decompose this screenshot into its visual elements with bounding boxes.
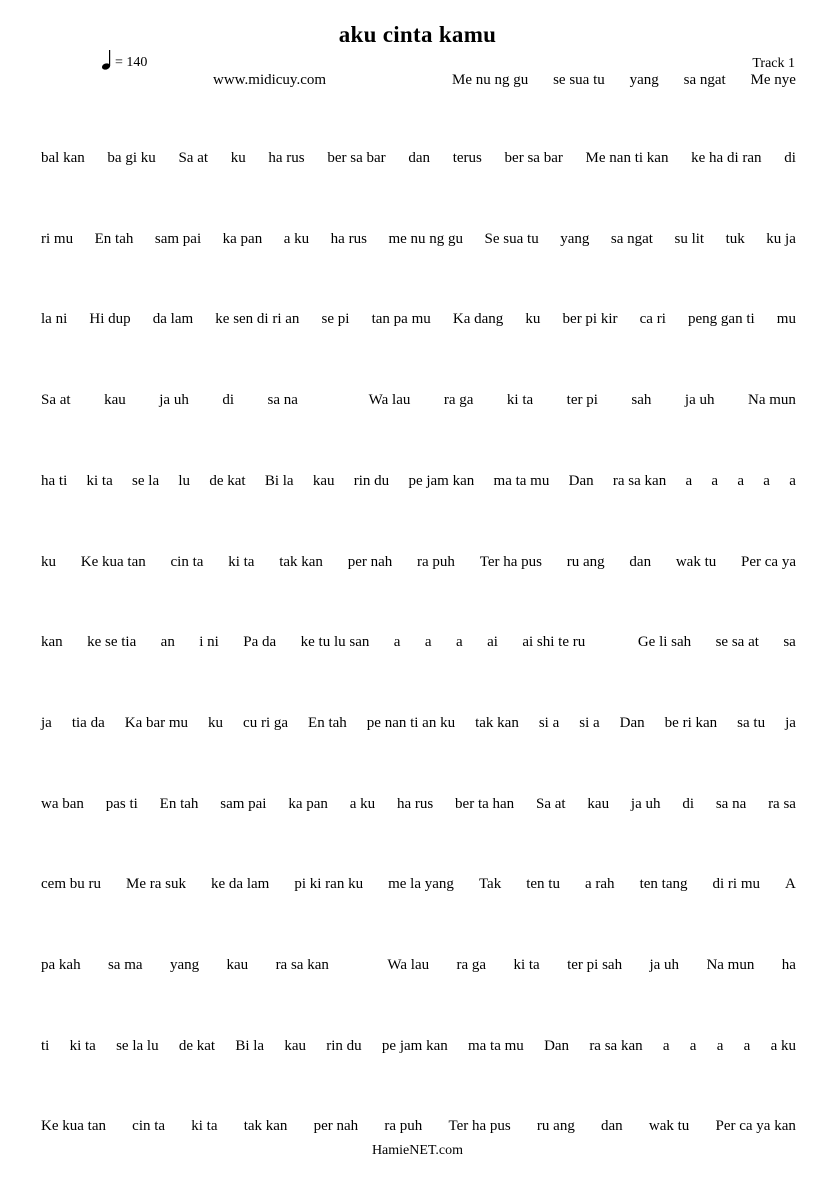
lyric-word: ke ha di ran [691, 150, 762, 166]
lyric-word: a [424, 634, 432, 651]
lyric-word: yang [560, 230, 590, 247]
lyric-word: ja uh [649, 957, 680, 973]
lyric-word: Per ca ya [741, 553, 796, 570]
lyric-word: En tah [308, 714, 347, 731]
lyric-word: ki ta [86, 472, 113, 489]
lyric-word: Dan [619, 714, 645, 731]
lyric-word: ru ang [536, 1118, 575, 1135]
lyric-word: ai shi te ru [522, 634, 586, 651]
lyric-word: sa tu [737, 714, 766, 731]
lyric-word: Ter ha pus [479, 553, 542, 570]
lyric-line [41, 554, 796, 571]
lyric-line [41, 311, 796, 328]
lyric-word: ra ga [456, 957, 487, 973]
lyric-word: a [763, 472, 770, 489]
lyric-rest [610, 634, 614, 651]
lyric-word: kau [284, 1037, 306, 1054]
lyric-word: tak kan [243, 1118, 288, 1135]
lyric-word: se pi [321, 311, 350, 328]
lyric-word: ber sa bar [327, 150, 386, 166]
lyric-word: Ka bar mu [124, 714, 189, 731]
lyric-word: ma ta mu [493, 472, 550, 489]
lyric-word: Se sua tu [484, 230, 539, 247]
lyric-word: ter pi [566, 392, 598, 409]
lyric-word: wak tu [675, 553, 717, 570]
lyric-word: ra sa kan [612, 472, 667, 489]
lyric-rest [356, 957, 360, 974]
lyric-word: se sua tu [553, 72, 605, 88]
lyric-word: tuk [725, 230, 745, 247]
lyric-word: ra puh [384, 1118, 423, 1135]
lyric-word: ten tang [639, 876, 688, 893]
lyric-word: a rah [585, 876, 615, 893]
lyric-word: kau [587, 795, 610, 812]
lyric-word: ha rus [330, 230, 367, 247]
lyric-word: a [685, 472, 693, 489]
lyric-word: i ni [199, 634, 219, 651]
lyric-word: A [785, 876, 796, 893]
lyric-word: ka pan [222, 230, 263, 247]
lyric-word: de kat [209, 472, 246, 489]
lyric-word: sam pai [154, 230, 202, 247]
lyric-word: ter pi sah [567, 957, 623, 973]
lyric-word: Wa lau [387, 957, 430, 973]
lyric-word: Sa at [41, 392, 71, 409]
lyric-word: ru ang [566, 553, 605, 570]
lyric-word: se la lu [116, 1037, 159, 1054]
lyric-word: a [662, 1037, 670, 1054]
lyric-word: si a [538, 714, 560, 731]
lyric-line [41, 634, 796, 651]
track-label: Track 1 [752, 56, 795, 71]
lyric-word: tak kan [475, 714, 519, 731]
lyric-word: sa na [715, 795, 747, 812]
lyric-word: da lam [152, 311, 194, 328]
lyric-word: Ge li sah [637, 634, 692, 651]
lyric-word: ki ta [228, 553, 255, 570]
lyric-word: si a [579, 714, 600, 731]
lyric-word: ra sa kan [275, 957, 329, 973]
lyric-word: sa ngat [610, 230, 653, 247]
lyric-word: wa ban [41, 795, 84, 812]
lyric-word: ja uh [630, 795, 661, 812]
lyric-word: Hi dup [89, 311, 131, 328]
lyric-word: bal kan [41, 150, 85, 166]
lyric-line [41, 473, 796, 490]
lyric-word: se sa at [715, 634, 759, 651]
lyric-word: a [455, 634, 463, 651]
lyric-word: a [743, 1037, 751, 1054]
lyric-word: Pa da [243, 634, 277, 651]
lyric-line [41, 796, 796, 813]
lyric-word: pe jam kan [408, 472, 475, 489]
lyric-word: rin du [353, 472, 390, 489]
lyric-rest [331, 392, 335, 409]
lyric-word: Tak [478, 876, 502, 893]
lyric-word: Ke kua tan [41, 1118, 106, 1135]
lyric-word: di [784, 150, 796, 166]
lyric-word: pe nan ti an ku [366, 714, 456, 731]
lyric-word: ca ri [639, 311, 666, 328]
lyric-word: kau [104, 392, 126, 409]
source-url: www.midicuy.com [213, 72, 327, 88]
lyric-word: ki ta [191, 1118, 218, 1135]
lyric-word: yang [169, 957, 200, 973]
lyric-word: Na mun [706, 957, 755, 973]
lyric-word: ra sa [768, 795, 796, 812]
lyric-word: Me nu ng gu [452, 72, 529, 88]
lyric-line [41, 150, 796, 167]
lyric-word: cin ta [170, 553, 204, 570]
lyric-word: Ka dang [452, 311, 504, 328]
lyric-line [41, 1038, 796, 1055]
lyric-line [41, 876, 796, 893]
lyric-word: ku [525, 311, 541, 328]
lyric-word: a ku [770, 1037, 796, 1054]
lyric-word: Bi la [264, 472, 294, 489]
lyric-word: sa ma [107, 957, 143, 973]
lyric-word: rin du [326, 1037, 362, 1054]
lyric-word: ke sen di ri an [215, 311, 300, 328]
lyric-word: Dan [544, 1037, 570, 1054]
lyric-word: sah [631, 392, 652, 409]
lyric-word: a [711, 472, 719, 489]
lyric-word: ja uh [159, 392, 189, 409]
lyric-word: ja [785, 714, 796, 731]
lyric-word: cin ta [132, 1118, 166, 1135]
tempo-marking [100, 49, 147, 71]
lyric-word: tan pa mu [371, 311, 431, 328]
lyric-word: Wa lau [368, 392, 411, 409]
lyric-word: ku [41, 553, 56, 570]
lyric-word: ke se tia [87, 634, 137, 651]
lyric-word: Me nan ti kan [585, 150, 669, 166]
lyric-word: sa ngat [683, 72, 726, 88]
lyric-word: a [689, 1037, 697, 1054]
lyric-word: ma ta mu [467, 1037, 524, 1054]
lyric-word: per nah [313, 1118, 359, 1135]
lyric-word: wak tu [648, 1118, 690, 1135]
lyric-word: cem bu ru [41, 876, 101, 893]
lyric-word: terus [452, 150, 482, 166]
lyric-word: tak kan [279, 553, 323, 570]
lyric-word: pe jam kan [381, 1037, 448, 1054]
lyric-word: ki ta [513, 957, 540, 973]
lyric-word: ber ta han [455, 795, 515, 812]
lyric-word: En tah [159, 795, 199, 812]
lyric-word: su lit [674, 230, 705, 247]
lyric-word: a ku [283, 230, 310, 247]
lyric-word: ber sa bar [504, 150, 563, 166]
lyric-word: ti [41, 1037, 50, 1054]
lyric-word: tia da [71, 714, 105, 731]
lyric-word: ha ti [41, 472, 68, 489]
lyric-word: ba gi ku [107, 150, 156, 166]
lyric-word: ki ta [69, 1037, 96, 1054]
lyric-word: ja uh [684, 392, 715, 409]
lyric-word: dan [408, 150, 430, 166]
lyric-word: a [716, 1037, 724, 1054]
lyric-word: di [222, 392, 234, 409]
lyric-word: Sa at [178, 150, 209, 166]
lyric-word: a ku [349, 795, 376, 812]
tempo-value: = 140 [115, 55, 148, 70]
lyric-word: me la yang [388, 876, 454, 893]
lyric-word: sa na [267, 392, 298, 409]
lyric-word: la ni [41, 311, 68, 328]
lyric-word: ku ja [766, 230, 796, 247]
lyric-word: Na mun [748, 392, 796, 409]
lyric-line [41, 392, 796, 409]
lyric-word: Per ca ya kan [715, 1118, 796, 1135]
lyric-word: Dan [568, 472, 594, 489]
lyric-word: Ter ha pus [448, 1118, 511, 1135]
footer-credit: HamieNET.com [371, 1143, 464, 1158]
lyric-word: a [789, 472, 796, 489]
lyric-word: lu [178, 472, 191, 489]
lyric-word: se la [132, 472, 160, 489]
lyric-word: Me ra suk [126, 876, 186, 893]
lyric-word: ra puh [417, 553, 455, 570]
lyric-word: per nah [347, 553, 393, 570]
lyric-word: me nu ng gu [388, 230, 464, 247]
lyric-word: cu ri ga [243, 714, 289, 731]
lyric-word: de kat [178, 1037, 216, 1054]
lyric-line [41, 957, 796, 974]
lyric-word: Bi la [235, 1037, 265, 1054]
lyric-word: be ri kan [664, 714, 718, 731]
lyric-word: ten tu [526, 876, 560, 893]
lyric-word: Ke kua tan [80, 553, 146, 570]
lyric-word: sa [783, 634, 796, 651]
lyric-word: ha rus [268, 150, 305, 166]
lyric-word: pa kah [41, 957, 81, 973]
lyric-word: an [160, 634, 175, 651]
lyric-word: peng gan ti [688, 311, 755, 328]
lyric-word: kan [41, 634, 63, 651]
lyric-word: kau [312, 472, 335, 489]
lyric-word: mu [776, 311, 796, 328]
lyric-word: di ri mu [712, 876, 760, 893]
lyric-line-first [452, 72, 796, 89]
lyric-word: En tah [94, 230, 134, 247]
lyric-word: Sa at [536, 795, 566, 812]
lyric-word: ka pan [288, 795, 328, 812]
lyric-word: ber pi kir [562, 311, 618, 328]
lyric-word: pi ki ran ku [294, 876, 364, 893]
lyric-line [41, 231, 796, 248]
lyric-word: yang [629, 72, 659, 88]
lyric-word: ja [41, 714, 52, 731]
lyric-word: a [393, 634, 401, 651]
lyric-word: ku [230, 150, 246, 166]
lyric-word: dan [629, 553, 652, 570]
lyric-word: di [682, 795, 694, 812]
lyric-line [41, 1118, 796, 1135]
lyric-word: ra sa kan [589, 1037, 643, 1054]
lyric-word: pas ti [105, 795, 138, 812]
lyric-word: ku [208, 714, 224, 731]
page-title: aku cinta kamu [338, 22, 497, 47]
lyric-word: ra ga [443, 392, 474, 409]
lyric-word: ke tu lu san [300, 634, 370, 651]
lyric-word: ha [781, 957, 796, 973]
lyric-word: ha rus [396, 795, 434, 812]
lyric-word: kau [226, 957, 249, 973]
lyric-line [41, 715, 796, 732]
lyric-word: sam pai [220, 795, 267, 812]
quarter-note-icon [100, 49, 112, 71]
lyric-word: a [737, 472, 745, 489]
lyric-word: ki ta [506, 392, 534, 409]
lyric-word: dan [601, 1118, 623, 1135]
lyric-word: ai [487, 634, 498, 651]
lyric-word: ke da lam [211, 876, 270, 893]
lyric-word: ri mu [41, 230, 74, 247]
lyric-word: Me nye [750, 72, 796, 88]
